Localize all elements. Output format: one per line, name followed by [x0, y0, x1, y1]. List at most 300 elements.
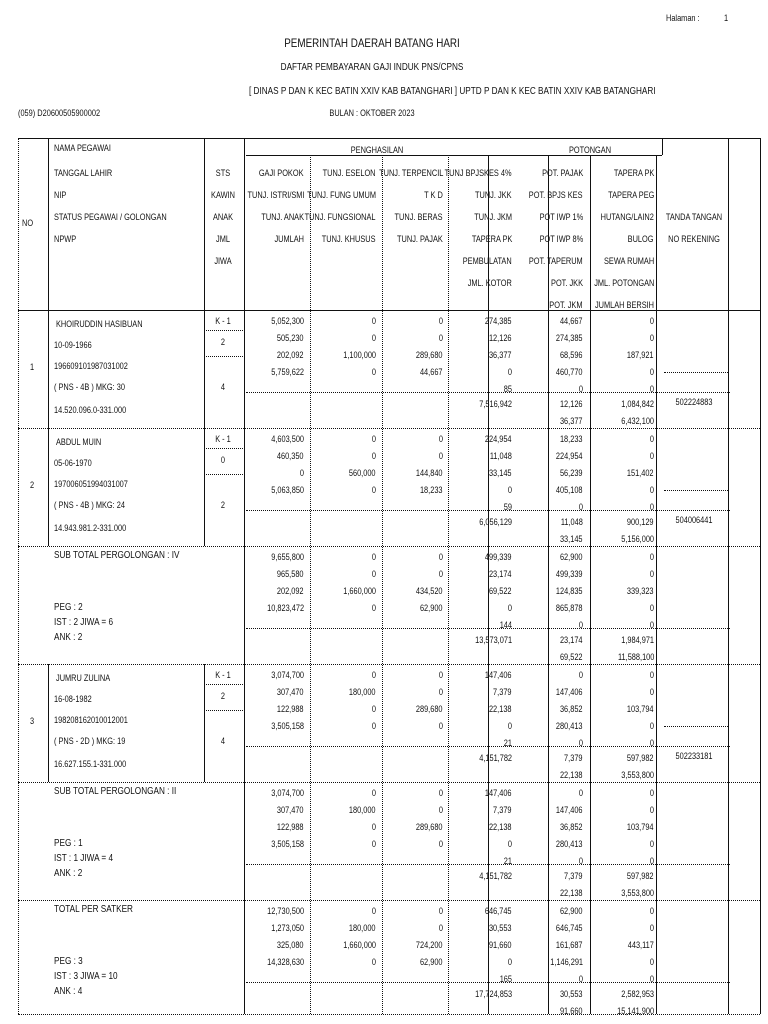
cell-gaji: 3,505,158 [271, 839, 304, 849]
subtotal-ist: IST : 2 JIWA = 6 [54, 617, 114, 628]
cell-bpjs: 21 [503, 738, 512, 748]
cell-bpjs: 30,553 [489, 923, 512, 933]
employee-nip: 198208162010012001 [54, 715, 128, 725]
rule-line [18, 1014, 760, 1015]
cell-pot: 0 [578, 788, 583, 798]
rule-line [204, 330, 243, 331]
header-gaji: TUNJ. ANAK [261, 212, 304, 222]
cell-tapera: 0 [649, 923, 654, 933]
children-count: 2 [220, 337, 226, 347]
header-eselon: TUNJ. FUNG UMUM [307, 190, 376, 200]
account-number: 504006441 [675, 515, 713, 525]
cell-gaji: 10,823,472 [267, 603, 304, 613]
cell-tapera: 0 [649, 788, 654, 798]
header-tapera: BULOG [628, 234, 654, 244]
cell-bpjs: 147,406 [485, 670, 512, 680]
column-line [18, 138, 19, 1014]
header-bpjs: TUNJ BPJSKES 4% [445, 168, 512, 178]
column-line [728, 310, 729, 1014]
header-tapera: SEWA RUMAH [603, 256, 654, 266]
subtotal-peg: PEG : 1 [54, 838, 83, 849]
cell-bpjs: 69,522 [489, 586, 512, 596]
rule-line [204, 356, 243, 357]
header-penghasilan: PENGHASILAN [350, 145, 404, 155]
cell-eselon: 0 [371, 552, 376, 562]
cell-terpencil: 0 [438, 805, 443, 815]
cell-tapera: 1,984,971 [621, 635, 654, 645]
cell-eselon: 0 [371, 839, 376, 849]
subtotal-peg: PEG : 2 [54, 602, 83, 613]
cell-pot: 91,660 [560, 1006, 583, 1016]
subtotal-peg: PEG : 3 [54, 956, 83, 967]
header-bpjs: TUNJ. JKM [474, 212, 512, 222]
cell-tapera: 597,982 [627, 871, 654, 881]
cell-bpjs: 646,745 [485, 906, 512, 916]
cell-gaji: 307,470 [277, 687, 304, 697]
cell-tapera: 0 [649, 620, 654, 630]
cell-bpjs: 224,954 [485, 434, 512, 444]
cell-pot: 0 [578, 502, 583, 512]
cell-gaji: 5,052,300 [271, 316, 304, 326]
cell-eselon: 0 [371, 316, 376, 326]
cell-tapera: 0 [649, 316, 654, 326]
employee-dob: 10-09-1966 [54, 340, 92, 350]
cell-terpencil: 0 [438, 569, 443, 579]
header-sts: KAWIN [211, 190, 235, 200]
cell-tapera: 0 [649, 552, 654, 562]
cell-eselon: 180,000 [349, 923, 376, 933]
cell-bpjs: 0 [507, 485, 512, 495]
header-bpjs: JML. KOTOR [467, 278, 512, 288]
header-tapera: JUMLAH BERSIH [594, 300, 654, 310]
cell-gaji: 4,603,500 [271, 434, 304, 444]
cell-pot: 33,145 [560, 534, 583, 544]
cell-gaji: 12,730,500 [267, 906, 304, 916]
cell-pot: 11,048 [560, 517, 583, 527]
cell-terpencil: 0 [438, 839, 443, 849]
header-tapera: JML. POTONGAN [593, 278, 654, 288]
cell-eselon: 0 [371, 451, 376, 461]
cell-bpjs: 4,151,782 [479, 753, 512, 763]
employee-name: JUMRU ZULINA [56, 673, 111, 683]
cell-tapera: 597,982 [627, 753, 654, 763]
cell-bpjs: 7,379 [493, 805, 512, 815]
employee-name: ABDUL MUIN [56, 437, 102, 447]
cell-eselon: 180,000 [349, 687, 376, 697]
page-label: Halaman : [666, 13, 700, 23]
cell-eselon: 0 [371, 670, 376, 680]
cell-tapera: 0 [649, 957, 654, 967]
cell-pot: 22,138 [560, 888, 583, 898]
cell-tapera: 1,084,842 [621, 399, 654, 409]
cell-tapera: 3,553,800 [621, 770, 654, 780]
cell-eselon: 0 [371, 704, 376, 714]
payroll-month: BULAN : OKTOBER 2023 [329, 108, 415, 118]
cell-pot: 865,878 [556, 603, 583, 613]
header-sts: JIWA [214, 256, 232, 266]
cell-pot: 161,687 [556, 940, 583, 950]
work-unit: [ DINAS P DAN K KEC BATIN XXIV KAB BATANGHARI ] UPTD P DAN K KEC BATIN XXIV KAB BATANGHARI [249, 86, 656, 97]
column-line [48, 664, 49, 782]
cell-gaji: 14,328,630 [267, 957, 304, 967]
cell-pot: 18,233 [560, 434, 583, 444]
cell-bpjs: 11,048 [489, 451, 512, 461]
cell-eselon: 0 [371, 721, 376, 731]
employee-npwp: 14.943.981.2-331.000 [54, 523, 127, 533]
cell-terpencil: 0 [438, 552, 443, 562]
cell-terpencil: 434,520 [416, 586, 443, 596]
employee-status: ( PNS - 4B ) MKG: 30 [54, 382, 125, 392]
cell-tapera: 5,156,000 [621, 534, 654, 544]
cell-terpencil: 44,667 [420, 367, 443, 377]
marital-status: K - 1 [215, 670, 231, 680]
header-ttd: TANDA TANGAN [665, 212, 723, 222]
cell-eselon: 180,000 [349, 805, 376, 815]
cell-eselon: 0 [371, 333, 376, 343]
cell-tapera: 0 [649, 603, 654, 613]
cell-eselon: 0 [371, 906, 376, 916]
cell-pot: 36,377 [560, 416, 583, 426]
cell-pot: 69,522 [560, 652, 583, 662]
cell-pot: 36,852 [560, 822, 583, 832]
cell-eselon: 0 [371, 788, 376, 798]
cell-terpencil: 0 [438, 906, 443, 916]
cell-bpjs: 22,138 [489, 704, 512, 714]
employee-nip: 197006051994031007 [54, 479, 128, 489]
row-number: 1 [30, 362, 35, 372]
cell-terpencil: 0 [438, 316, 443, 326]
cell-gaji: 5,063,850 [271, 485, 304, 495]
header-gaji: TUNJ. ISTRI/SMI [247, 190, 304, 200]
unit-code: (059) D20600505900002 [18, 108, 101, 118]
children-count: 0 [220, 455, 226, 465]
cell-gaji: 122,988 [277, 822, 304, 832]
cell-pot: 22,138 [560, 770, 583, 780]
row-number: 2 [30, 480, 35, 490]
rule-line [204, 474, 243, 475]
cell-tapera: 15,141,900 [617, 1006, 654, 1016]
header-sts: JML [216, 234, 230, 244]
rule-line [204, 684, 243, 685]
rule-line [18, 782, 760, 783]
cell-bpjs: 0 [507, 367, 512, 377]
cell-gaji: 460,350 [277, 451, 304, 461]
cell-gaji: 1,273,050 [271, 923, 304, 933]
cell-bpjs: 59 [503, 502, 512, 512]
header-pot: POT IWP 1% [539, 212, 583, 222]
cell-terpencil: 0 [438, 788, 443, 798]
column-line [590, 155, 591, 1014]
subtotal-title: SUB TOTAL PERGOLONGAN : II [54, 786, 177, 797]
cell-terpencil: 289,680 [416, 704, 443, 714]
cell-gaji: 202,092 [277, 586, 304, 596]
cell-tapera: 0 [649, 856, 654, 866]
column-line [204, 138, 205, 546]
cell-gaji: 3,074,700 [271, 670, 304, 680]
cell-bpjs: 499,339 [485, 552, 512, 562]
cell-terpencil: 0 [438, 687, 443, 697]
header-tapera: TAPERA PK [613, 168, 654, 178]
cell-bpjs: 13,573,071 [475, 635, 512, 645]
header-bpjs: TAPERA PK [471, 234, 512, 244]
header-pot: POT. JKK [551, 278, 583, 288]
employee-status: ( PNS - 4B ) MKG: 24 [54, 500, 125, 510]
employee-npwp: 14.520.096.0-331.000 [54, 405, 127, 415]
rule-line [664, 372, 728, 373]
cell-gaji: 3,074,700 [271, 788, 304, 798]
header-bpjs: PEMBULATAN [463, 256, 512, 266]
rule-line [664, 726, 728, 727]
cell-tapera: 0 [649, 367, 654, 377]
cell-pot: 56,239 [560, 468, 583, 478]
cell-bpjs: 17,724,853 [475, 989, 512, 999]
dependents-count: 2 [220, 500, 226, 510]
employee-nip: 196609101987031002 [54, 361, 128, 371]
header-potongan: POTONGAN [568, 145, 612, 155]
cell-pot: 280,413 [556, 721, 583, 731]
cell-tapera: 0 [649, 384, 654, 394]
cell-bpjs: 144 [499, 620, 512, 630]
header-pegawai: NIP [54, 190, 67, 200]
cell-bpjs: 91,660 [489, 940, 512, 950]
cell-bpjs: 0 [507, 603, 512, 613]
cell-pot: 0 [578, 384, 583, 394]
header-terpencil: TUNJ. PAJAK [397, 234, 443, 244]
subtotal-title: SUB TOTAL PERGOLONGAN : IV [54, 550, 180, 561]
header-tapera: HUTANG/LAIN2 [600, 212, 654, 222]
cell-pot: 0 [578, 738, 583, 748]
cell-tapera: 11,588,100 [617, 652, 654, 662]
cell-tapera: 0 [649, 485, 654, 495]
cell-gaji: 0 [299, 468, 304, 478]
cell-pot: 62,900 [560, 552, 583, 562]
cell-pot: 460,770 [556, 367, 583, 377]
rule-line [18, 546, 760, 547]
cell-terpencil: 144,840 [416, 468, 443, 478]
column-line [310, 155, 311, 1014]
cell-gaji: 3,505,158 [271, 721, 304, 731]
employee-dob: 16-08-1982 [54, 694, 92, 704]
account-number: 502233181 [675, 751, 713, 761]
cell-pot: 0 [578, 974, 583, 984]
header-eselon: TUNJ. FUNGSIONAL [305, 212, 376, 222]
cell-tapera: 0 [649, 974, 654, 984]
cell-bpjs: 4,151,782 [479, 871, 512, 881]
cell-terpencil: 289,680 [416, 350, 443, 360]
header-sts: STS [215, 168, 231, 178]
subtotal-ank: ANK : 4 [54, 986, 83, 997]
cell-terpencil: 62,900 [420, 957, 443, 967]
cell-gaji: 325,080 [277, 940, 304, 950]
header-rekening: NO REKENING [668, 234, 720, 244]
cell-pot: 23,174 [560, 635, 583, 645]
subtotal-ist: IST : 1 JIWA = 4 [54, 853, 114, 864]
cell-pot: 1,146,291 [550, 957, 583, 967]
cell-eselon: 0 [371, 957, 376, 967]
cell-tapera: 6,432,100 [621, 416, 654, 426]
cell-eselon: 0 [371, 434, 376, 444]
column-line [448, 155, 449, 1014]
header-eselon: TUNJ. KHUSUS [322, 234, 376, 244]
cell-bpjs: 12,126 [489, 333, 512, 343]
rule-line [204, 448, 243, 449]
column-line [760, 138, 761, 1014]
cell-pot: 0 [578, 620, 583, 630]
cell-pot: 274,385 [556, 333, 583, 343]
header-tapera: TAPERA PEG [607, 190, 654, 200]
cell-tapera: 0 [649, 569, 654, 579]
header-pot: POT. JKM [549, 300, 583, 310]
cell-terpencil: 18,233 [420, 485, 443, 495]
cell-tapera: 0 [649, 906, 654, 916]
cell-tapera: 0 [649, 333, 654, 343]
cell-pot: 280,413 [556, 839, 583, 849]
cell-bpjs: 36,377 [489, 350, 512, 360]
employee-status: ( PNS - 2D ) MKG: 19 [54, 736, 126, 746]
cell-tapera: 443,117 [627, 940, 654, 950]
header-pot: POT. PAJAK [541, 168, 583, 178]
subtotal-title: TOTAL PER SATKER [54, 904, 133, 915]
cell-bpjs: 147,406 [485, 788, 512, 798]
rule-line [18, 138, 760, 139]
marital-status: K - 1 [215, 434, 231, 444]
cell-tapera: 2,582,953 [621, 989, 654, 999]
cell-gaji: 505,230 [277, 333, 304, 343]
rule-line [18, 900, 760, 901]
cell-pot: 0 [578, 856, 583, 866]
cell-gaji: 307,470 [277, 805, 304, 815]
cell-eselon: 560,000 [349, 468, 376, 478]
cell-terpencil: 289,680 [416, 822, 443, 832]
cell-pot: 62,900 [560, 906, 583, 916]
cell-tapera: 0 [649, 805, 654, 815]
column-line [656, 155, 657, 1014]
header-eselon: TUNJ. ESELON [323, 168, 376, 178]
cell-terpencil: 0 [438, 451, 443, 461]
cell-tapera: 0 [649, 670, 654, 680]
cell-bpjs: 22,138 [489, 822, 512, 832]
cell-pot: 224,954 [556, 451, 583, 461]
cell-gaji: 122,988 [277, 704, 304, 714]
employee-npwp: 16.627.155.1-331.000 [54, 759, 127, 769]
cell-terpencil: 724,200 [416, 940, 443, 950]
cell-eselon: 1,660,000 [343, 586, 376, 596]
subtotal-ank: ANK : 2 [54, 868, 83, 879]
cell-bpjs: 7,516,942 [479, 399, 512, 409]
cell-pot: 147,406 [556, 805, 583, 815]
column-line [488, 155, 489, 1014]
cell-eselon: 0 [371, 822, 376, 832]
cell-tapera: 187,921 [627, 350, 654, 360]
cell-bpjs: 274,385 [485, 316, 512, 326]
cell-terpencil: 0 [438, 923, 443, 933]
header-pot: POT. BPJS KES [529, 190, 583, 200]
cell-tapera: 0 [649, 687, 654, 697]
cell-eselon: 0 [371, 569, 376, 579]
cell-bpjs: 165 [499, 974, 512, 984]
cell-pot: 30,553 [560, 989, 583, 999]
cell-pot: 7,379 [564, 871, 583, 881]
cell-terpencil: 0 [438, 670, 443, 680]
header-gaji: GAJI POKOK [259, 168, 304, 178]
cell-bpjs: 23,174 [489, 569, 512, 579]
header-pot: POT. TAPERUM [529, 256, 583, 266]
cell-pot: 147,406 [556, 687, 583, 697]
cell-eselon: 1,100,000 [343, 350, 376, 360]
rule-line [246, 155, 662, 156]
cell-tapera: 0 [649, 738, 654, 748]
cell-bpjs: 0 [507, 839, 512, 849]
header-pegawai: STATUS PEGAWAI / GOLONGAN [54, 212, 167, 222]
cell-terpencil: 0 [438, 434, 443, 444]
cell-eselon: 0 [371, 485, 376, 495]
employee-name: KHOIRUDDIN HASIBUAN [56, 319, 143, 329]
cell-bpjs: 0 [507, 721, 512, 731]
cell-eselon: 0 [371, 367, 376, 377]
subtotal-ist: IST : 3 JIWA = 10 [54, 971, 118, 982]
account-number: 502224883 [675, 397, 713, 407]
cell-terpencil: 62,900 [420, 603, 443, 613]
header-terpencil: T K D [424, 190, 443, 200]
cell-eselon: 1,660,000 [343, 940, 376, 950]
cell-tapera: 900,129 [627, 517, 654, 527]
cell-tapera: 103,794 [627, 704, 654, 714]
cell-gaji: 5,759,622 [271, 367, 304, 377]
children-count: 2 [220, 691, 226, 701]
cell-pot: 405,108 [556, 485, 583, 495]
cell-terpencil: 0 [438, 721, 443, 731]
column-line [244, 138, 245, 1014]
cell-pot: 12,126 [560, 399, 583, 409]
rule-line [664, 490, 728, 491]
page-number: 1 [724, 13, 729, 23]
cell-bpjs: 21 [503, 856, 512, 866]
cell-pot: 0 [578, 670, 583, 680]
cell-tapera: 151,402 [627, 468, 654, 478]
cell-gaji: 202,092 [277, 350, 304, 360]
header-gaji: JUMLAH [274, 234, 304, 244]
cell-pot: 124,835 [556, 586, 583, 596]
header-pegawai: NAMA PEGAWAI [54, 143, 111, 153]
cell-bpjs: 85 [503, 384, 512, 394]
cell-tapera: 339,323 [627, 586, 654, 596]
cell-gaji: 965,580 [277, 569, 304, 579]
cell-bpjs: 0 [507, 957, 512, 967]
rule-line [18, 428, 760, 429]
column-line [382, 155, 383, 1014]
cell-pot: 36,852 [560, 704, 583, 714]
column-line [48, 138, 49, 546]
document-title: PEMERINTAH DAERAH BATANG HARI [284, 36, 460, 50]
cell-gaji: 9,655,800 [271, 552, 304, 562]
cell-terpencil: 0 [438, 333, 443, 343]
document-subtitle: DAFTAR PEMBAYARAN GAJI INDUK PNS/CPNS [280, 62, 464, 73]
cell-pot: 646,745 [556, 923, 583, 933]
cell-bpjs: 7,379 [493, 687, 512, 697]
column-line [662, 138, 663, 155]
rule-line [204, 710, 243, 711]
cell-tapera: 0 [649, 434, 654, 444]
cell-tapera: 0 [649, 721, 654, 731]
header-pot: POT IWP 8% [539, 234, 583, 244]
dependents-count: 4 [220, 736, 226, 746]
rule-line [18, 664, 760, 665]
cell-pot: 44,667 [560, 316, 583, 326]
column-line [204, 664, 205, 782]
rule-line [18, 310, 760, 311]
cell-bpjs: 33,145 [489, 468, 512, 478]
cell-eselon: 0 [371, 603, 376, 613]
